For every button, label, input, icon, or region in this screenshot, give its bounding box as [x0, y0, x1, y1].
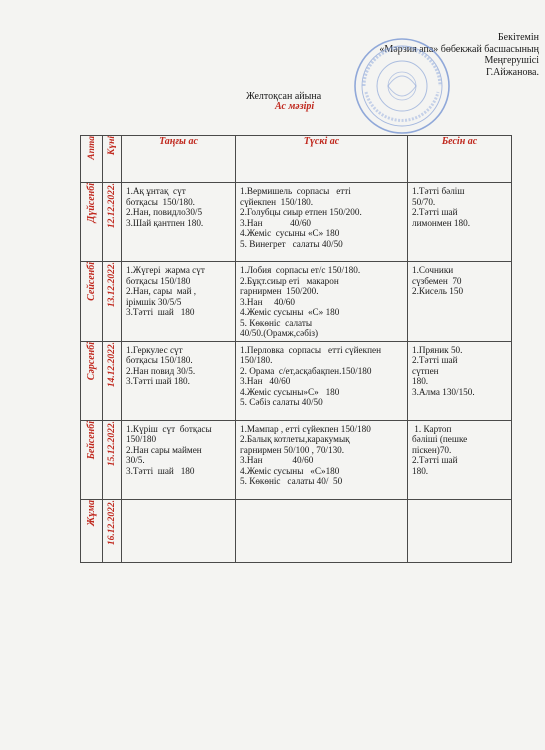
approval-line: Меңгерушісі — [484, 55, 539, 66]
snack-cell: 1. Картоп бәліші (пешке піскен)70. 2.Тәтті шай 180. — [408, 420, 512, 499]
header-row — [81, 136, 512, 183]
lunch-cell — [236, 499, 408, 562]
round-stamp-icon — [352, 36, 452, 136]
weekday-cell: Жұма — [81, 499, 103, 562]
table-row — [81, 183, 512, 262]
lunch-cell: 1.Вермишель сорпасы етті сүйекпен 150/180. 2.Голубцы сиыр етпен 150/200. 3.Нан 40/60 4.Жеміс сусыны «С» 180 5. Винегрет салаты 40/50 — [236, 183, 408, 262]
breakfast-header: Таңғы ас — [122, 136, 236, 183]
breakfast-cell: 1.Геркулес сүт ботқасы 150/180. 2.Нан повид 30/5. 3.Тәтті шай 180. — [122, 341, 236, 420]
day-header: Күні — [103, 136, 122, 183]
approval-line: «Мәрзия апа» бөбекжай басшасының — [379, 43, 539, 55]
breakfast-cell: 1.Ақ ұнтақ сүт ботқасы 150/180. 2.Нан, повидло30/5 3.Шай қантпен 180. — [122, 183, 236, 262]
menu-table — [80, 135, 512, 563]
table-row — [81, 420, 512, 499]
week-header: Апта — [81, 136, 103, 183]
snack-cell: 1.Сочники сүзбемен 70 2.Кисель 150 — [408, 262, 512, 342]
weekday-cell: Дүйсенбі — [81, 183, 103, 262]
weekday-cell: Бейсенбі — [81, 420, 103, 499]
lunch-cell: 1.Лобия сорпасы ет/с 150/180. 2.Бұқт.сиыр еті макарон гарнирмен 150/200. 3.Нан 40/60 4.Жеміс сусыны «С» 180 5. Көкөніс салаты 40/50.(Орамж,сәбіз) — [236, 262, 408, 342]
table-row — [81, 341, 512, 420]
lunch-cell: 1.Мампар , етті сүйекпен 150/180 2.Балық котлеты,каракумық гарнирмен 50/100 , 70/130. 3.Нан 40/60 4.Жеміс сусыны «С»180 5. Көкөніс салаты 40/ 50 — [236, 420, 408, 499]
snack-header: Бесін ас — [408, 136, 512, 183]
date-cell: 13.12.2022. — [103, 262, 122, 342]
approval-line: Г.Айжанова. — [486, 66, 539, 78]
table-row — [81, 499, 512, 562]
breakfast-cell — [122, 499, 236, 562]
approval-line: Бекітемін — [497, 32, 539, 43]
snack-cell: 1.Пряник 50. 2.Тәтті шай сүтпен 180. 3.Алма 130/150. — [408, 341, 512, 420]
table-row — [81, 262, 512, 342]
date-cell: 15.12.2022. — [103, 420, 122, 499]
lunch-header: Түскі ас — [236, 136, 408, 183]
breakfast-cell: 1.Күріш сүт ботқасы 150/180 2.Нан сары маймен 30/5. 3.Тәтті шай 180 — [122, 420, 236, 499]
snack-cell — [408, 499, 512, 562]
breakfast-cell: 1.Жүгері жарма сүт ботқасы 150/180 2.Нан, сары май , ірімшік 30/5/5 3.Тәтті шай 180 — [122, 262, 236, 342]
month-title: Желтоқсан айына — [246, 91, 322, 102]
menu-title: Ас мәзірі — [275, 101, 315, 112]
lunch-cell: 1.Перловка сорпасы етті сүйекпен 150/180. 2. Орама с/ет,асқабақпен.150/180 3.Нан 40/60 4.Жеміс сусыны»С» 180 5. Сәбіз салаты 40/50 — [236, 341, 408, 420]
snack-cell: 1.Тәтті бәліш 50/70. 2.Тәтті шай лимонмен 180. — [408, 183, 512, 262]
weekday-cell: Сәрсенбі — [81, 341, 103, 420]
date-cell: 12.12.2022. — [103, 183, 122, 262]
date-cell: 14.12.2022. — [103, 341, 122, 420]
date-cell: 16.12.2022. — [103, 499, 122, 562]
weekday-cell: Сейсенбі — [81, 262, 103, 342]
